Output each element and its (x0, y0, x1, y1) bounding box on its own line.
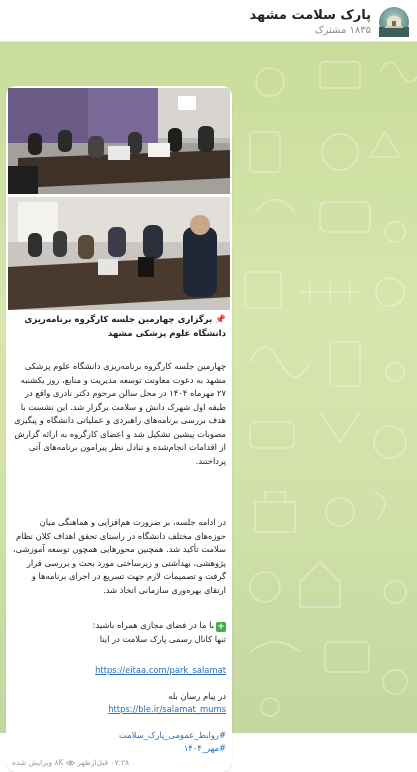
message-meta (12, 758, 129, 768)
pushpin-icon: 📌 (215, 315, 226, 325)
meeting-photo-1[interactable] (8, 88, 230, 194)
message-paragraph-1: چهارمین جلسه کارگروه برنامه‌ریزی دانشگاه علوم پزشکی مشهد به دعوت معاونت توسعه مدیریت و منابع، روز یکشنبه ۲۷ مهرماه ۱۴۰۴ در محل سالن مرحوم دکتر نادری واقع در طبقه اول شهرک دانش و سلامت برگزار شد. این نشست با هدف بررسی برنامه‌های راهبردی و عملیاتی دانشگاه و پیگیری مصوبات پیشین تشکیل شد و اعضای کارگروه به ارائه گزارش از اقدامات انجام‌شده و تبادل نظر پیرامون برنامه‌های آتی پرداختند. (13, 361, 226, 466)
subscriber-count: ۱۸۳۵ مشترک (314, 25, 371, 36)
bale-label: در پیام رسان بله (168, 691, 226, 701)
channel-name: پارک سلامت مشهد (249, 8, 371, 23)
hashtag-public-relations[interactable]: #روابط_عمومی_پارک_سلامت (118, 730, 226, 740)
message-bubble[interactable] (6, 86, 232, 772)
channel-avatar[interactable] (379, 7, 409, 37)
join-line-1: با ما در فضای مجازی همراه باشید: (92, 620, 214, 630)
eitaa-link[interactable]: https://eitaa.com/park_salamat (95, 665, 226, 675)
message-time: ۰۷:۲۸ قبل‌ازظهر (77, 758, 130, 767)
hashtag-mehr-1404[interactable]: #مهر_۱۴۰۴ (183, 743, 226, 753)
channel-header[interactable] (0, 0, 417, 42)
message-title: 📌 برگزاری چهارمین جلسه کارگروه برنامه‌ریزی دانشگاه علوم پزشکی مشهد (24, 315, 226, 339)
bale-link[interactable]: https://ble.ir/salamat_mums (108, 704, 226, 714)
meeting-photo-2[interactable] (8, 197, 230, 310)
join-text (12, 619, 226, 646)
join-plus-icon: + (217, 622, 225, 632)
chat-background (0, 42, 417, 767)
view-count: ۸K (54, 758, 64, 767)
eye-icon (66, 759, 75, 768)
join-line-2: تنها کانال رسمی پارک سلامت در ایتا (99, 633, 226, 644)
edited-label: ویرایش شده (12, 758, 53, 767)
message-paragraph-2: در ادامه جلسه، بر ضرورت هم‌افزایی و هماهنگی میان حوزه‌های مختلف دانشگاه در راستای تحقق اهداف کلان نظام سلامت تأکید شد. همچنین محورهایی همچون توسعه آموزشی، پژوهشی، بهداشتی و زیرساختی مورد بحث و بررسی قرار گرفت و تصمیمات لازم جهت تسریع در اجرای برنامه‌ها و ارتقای بهره‌وری سازمانی اتخاذ شد. (12, 517, 226, 595)
